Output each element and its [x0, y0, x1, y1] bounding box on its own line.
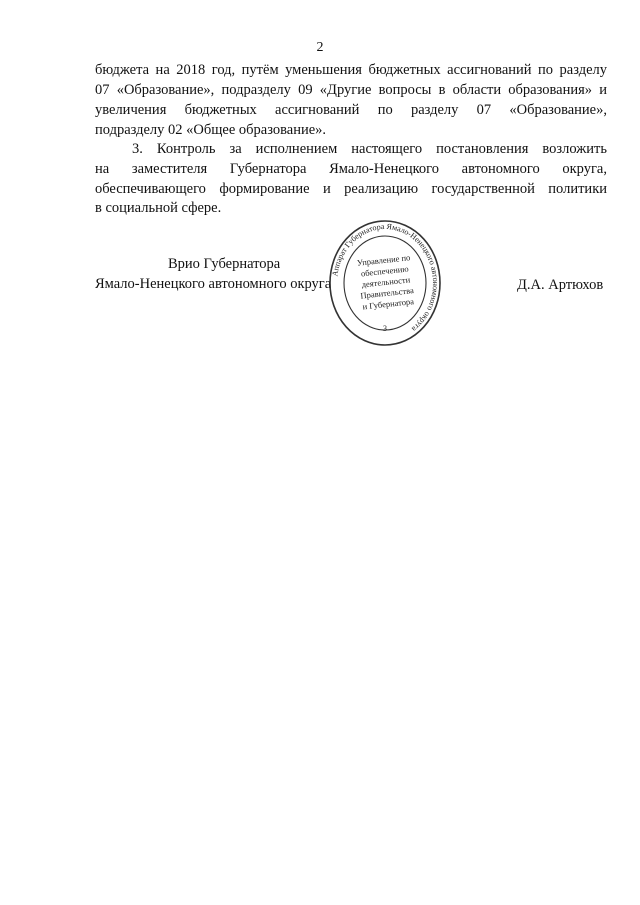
official-seal — [328, 219, 442, 347]
seal-center-line-1: Управление по — [356, 252, 411, 268]
body-line-6: на заместителя Губернатора Ямало-Ненецкого автономного округа, — [95, 161, 607, 177]
seal-center-line-2: обеспечению — [360, 263, 410, 279]
seal-outer-text: Аппарат Губернатора Ямало-Ненецкого автономного округа — [330, 221, 441, 334]
signatory-organization: Ямало-Ненецкого автономного округа — [95, 276, 332, 292]
page-number: 2 — [316, 40, 324, 55]
body-line-1: бюджета на 2018 год, путём уменьшения бюджетных ассигнований по разделу — [95, 62, 607, 78]
body-line-3: увеличения бюджетных ассигнований по разделу 07 «Образование», — [95, 102, 607, 118]
seal-center-line-4: Правительства — [359, 285, 415, 301]
body-line-4: подразделу 02 «Общее образование». — [95, 122, 327, 138]
seal-center-line-5: и Губернатора — [361, 296, 415, 312]
seal-number: 3 — [383, 324, 387, 333]
body-line-5: 3. Контроль за исполнением настоящего постановления возложить — [132, 141, 607, 157]
seal-center-line-3: деятельности — [361, 274, 411, 290]
body-line-2: 07 «Образование», подразделу 09 «Другие вопросы в области образования» и — [95, 82, 607, 98]
signatory-name: Д.А. Артюхов — [517, 277, 604, 293]
body-line-8: в социальной сфере. — [95, 200, 222, 216]
signatory-title: Врио Губернатора — [168, 256, 281, 272]
body-line-7: обеспечивающего формирование и реализацию государственной политики — [95, 181, 607, 197]
